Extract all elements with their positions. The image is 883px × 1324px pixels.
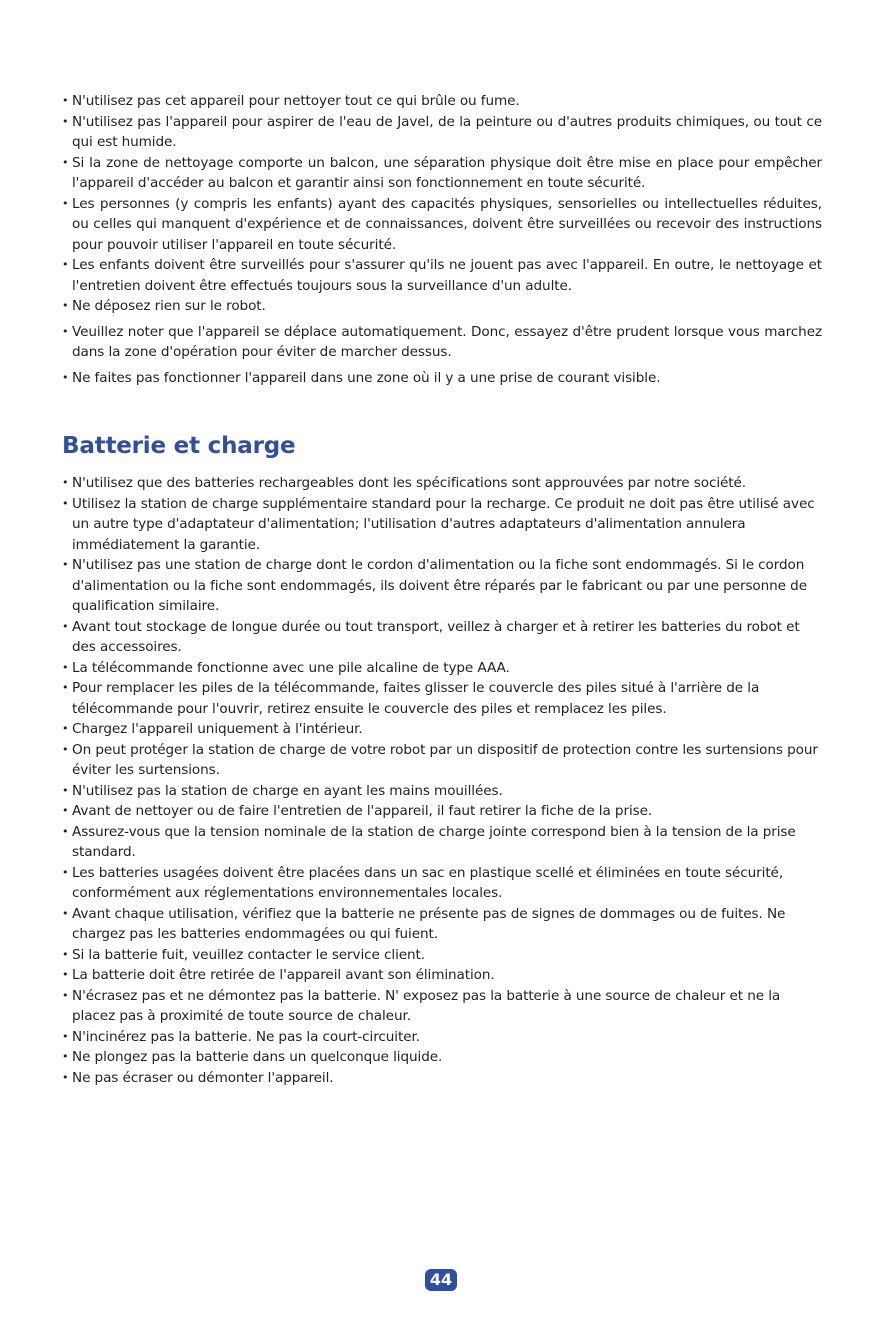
list-item: • N'incinérez pas la batterie. Ne pas la court-circuiter. (62, 1027, 822, 1048)
list-item: • N'utilisez que des batteries rechargeables dont les spécifications sont approuvées par notre société. (62, 473, 822, 494)
list-item: • N'utilisez pas l'appareil pour aspirer de l'eau de Javel, de la peinture ou d'autres produits chimiques, ou tout ce qui est humide. (62, 112, 822, 153)
list-item: • Veuillez noter que l'appareil se déplace automatiquement. Donc, essayez d'être prudent lorsque vous marchez dans la zone d'opération pour éviter de marcher dessus. (62, 322, 822, 363)
list-item: • La télécommande fonctionne avec une pile alcaline de type AAA. (62, 658, 822, 679)
list-item: • Ne pas écraser ou démonter l'appareil. (62, 1068, 822, 1089)
page-number-badge: 44 (425, 1269, 457, 1291)
list-item: • Les personnes (y compris les enfants) ayant des capacités physiques, sensorielles ou intellectuelles réduites, ou celles qui manquent d'expérience et de connaissances, doivent être surveillées ou recevoir des instructions pour pouvoir utiliser l'appareil en toute sécurité. (62, 194, 822, 256)
section-title: Batterie et charge (62, 433, 296, 459)
list-item: • Ne faites pas fonctionner l'appareil dans une zone où il y a une prise de courant visible. (62, 368, 822, 389)
list-item: • N'utilisez pas la station de charge en ayant les mains mouillées. (62, 781, 822, 802)
battery-list (62, 473, 822, 1088)
list-item: • Utilisez la station de charge supplémentaire standard pour la recharge. Ce produit ne doit pas être utilisé avec un autre type d'adaptateur d'alimentation; l'utilisation d'autres adaptateurs d'alimentation annulera immédiatement la garantie. (62, 494, 822, 556)
list-item: • Ne déposez rien sur le robot. (62, 296, 822, 317)
list-item: • Si la zone de nettoyage comporte un balcon, une séparation physique doit être mise en place pour empêcher l'appareil d'accéder au balcon et garantir ainsi son fonctionnement en toute sécurité. (62, 153, 822, 194)
list-item: • Les enfants doivent être surveillés pour s'assurer qu'ils ne jouent pas avec l'appareil. En outre, le nettoyage et l'entretien doivent être effectués toujours sous la surveillance d'un adulte. (62, 255, 822, 296)
list-item: • Pour remplacer les piles de la télécommande, faites glisser le couvercle des piles situé à l'arrière de la télécommande pour l'ouvrir, retirez ensuite le couvercle des piles et remplacez les piles. (62, 678, 822, 719)
list-item: • On peut protéger la station de charge de votre robot par un dispositif de protection contre les surtensions pour éviter les surtensions. (62, 740, 822, 781)
list-item: • N'écrasez pas et ne démontez pas la batterie. N' exposez pas la batterie à une source de chaleur et ne la placez pas à proximité de toute source de chaleur. (62, 986, 822, 1027)
list-item: • N'utilisez pas cet appareil pour nettoyer tout ce qui brûle ou fume. (62, 91, 822, 112)
list-item: • Chargez l'appareil uniquement à l'intérieur. (62, 719, 822, 740)
list-item: • Avant tout stockage de longue durée ou tout transport, veillez à charger et à retirer les batteries du robot et des accessoires. (62, 617, 822, 658)
list-item: • Si la batterie fuit, veuillez contacter le service client. (62, 945, 822, 966)
list-item: • Les batteries usagées doivent être placées dans un sac en plastique scellé et éliminées en toute sécurité, conformément aux réglementations environnementales locales. (62, 863, 822, 904)
list-item: • Assurez-vous que la tension nominale de la station de charge jointe correspond bien à la tension de la prise standard. (62, 822, 822, 863)
list-item: • Avant de nettoyer ou de faire l'entretien de l'appareil, il faut retirer la fiche de la prise. (62, 801, 822, 822)
safety-list (62, 91, 822, 388)
list-item: • Avant chaque utilisation, vérifiez que la batterie ne présente pas de signes de dommages ou de fuites. Ne chargez pas les batteries endommagées ou qui fuient. (62, 904, 822, 945)
list-item: • N'utilisez pas une station de charge dont le cordon d'alimentation ou la fiche sont endommagés. Si le cordon d'alimentation ou la fiche sont endommagés, ils doivent être réparés par le fabricant ou par une personne de qualification similaire. (62, 555, 822, 617)
list-item: • Ne plongez pas la batterie dans un quelconque liquide. (62, 1047, 822, 1068)
list-item: • La batterie doit être retirée de l'appareil avant son élimination. (62, 965, 822, 986)
